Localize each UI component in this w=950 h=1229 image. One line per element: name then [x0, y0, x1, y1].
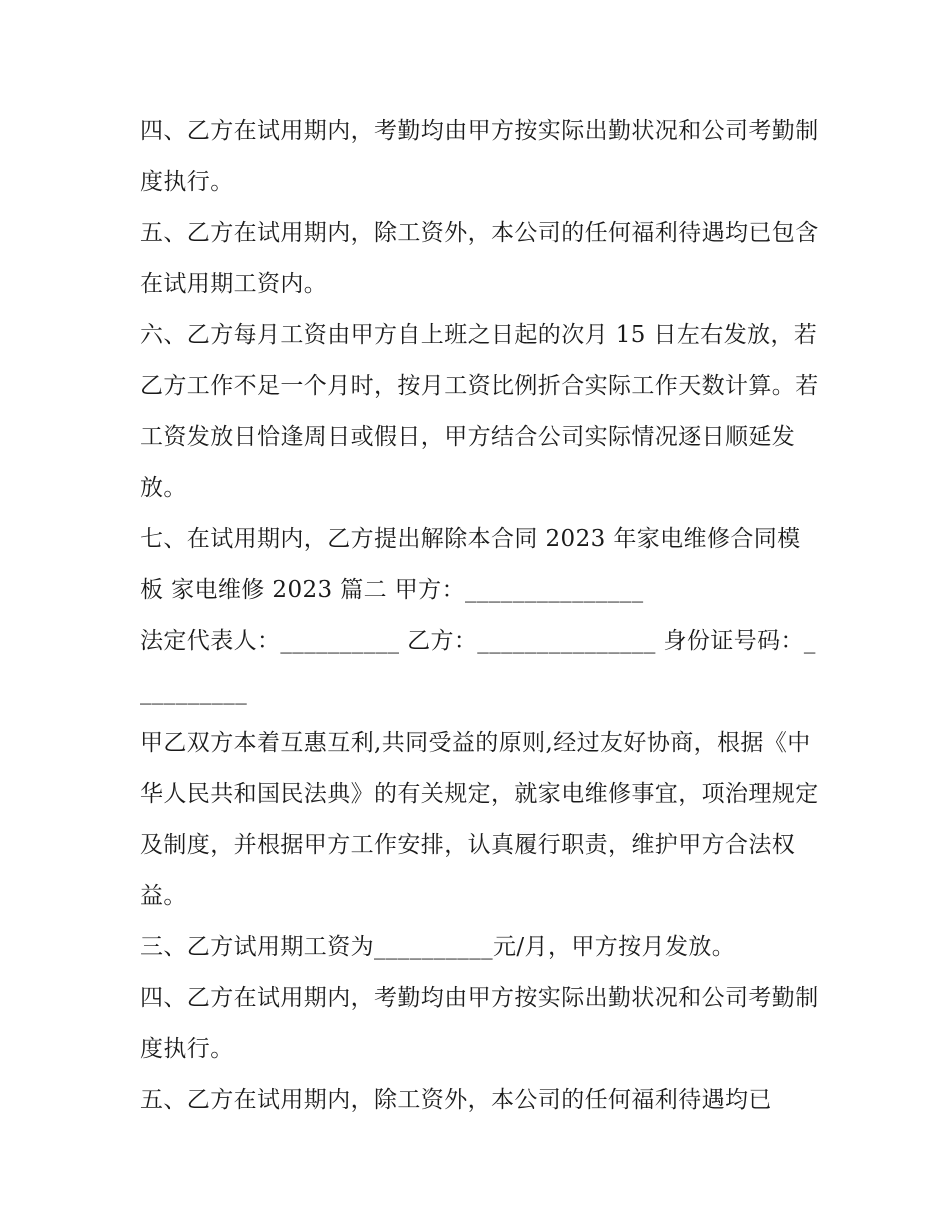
paragraph-probation-salary: 三、乙方试用期工资为__________元/月，甲方按月发放。 [140, 934, 736, 960]
paragraph-party-info: 法定代表人：__________ 乙方：_______________ 身份证号码：__________ [140, 628, 816, 705]
paragraph-attendance: 四、乙方在试用期内，考勤均由甲方按实际出勤状况和公司考勤制度执行。 [140, 118, 819, 195]
document-body [140, 106, 820, 1126]
paragraph-attendance-repeat: 四、乙方在试用期内，考勤均由甲方按实际出勤状况和公司考勤制度执行。 [140, 985, 819, 1062]
paragraph-preamble: 甲乙双方本着互惠互利,共同受益的原则,经过友好协商，根据《中华人民共和国民法典》的有关规定，就家电维修事宜，项治理规定及制度，并根据甲方工作安排，认真履行职责，维护甲方合法权益。 [140, 730, 819, 909]
paragraph-benefits-repeat: 五、乙方在试用期内，除工资外，本公司的任何福利待遇均已 [140, 1087, 772, 1113]
paragraph-benefits: 五、乙方在试用期内，除工资外，本公司的任何福利待遇均已包含在试用期工资内。 [140, 220, 819, 297]
paragraph-salary-payment: 六、乙方每月工资由甲方自上班之日起的次月 15 日左右发放，若乙方工作不足一个月时，按月工资比例折合实际工作天数计算。若工资发放日恰逢周日或假日，甲方结合公司实际情况逐日顺延发放。 [140, 322, 819, 501]
paragraph-termination: 七、在试用期内，乙方提出解除本合同 2023 年家电维修合同模板 家电维修 2023 篇二 甲方：_______________ [140, 526, 801, 603]
